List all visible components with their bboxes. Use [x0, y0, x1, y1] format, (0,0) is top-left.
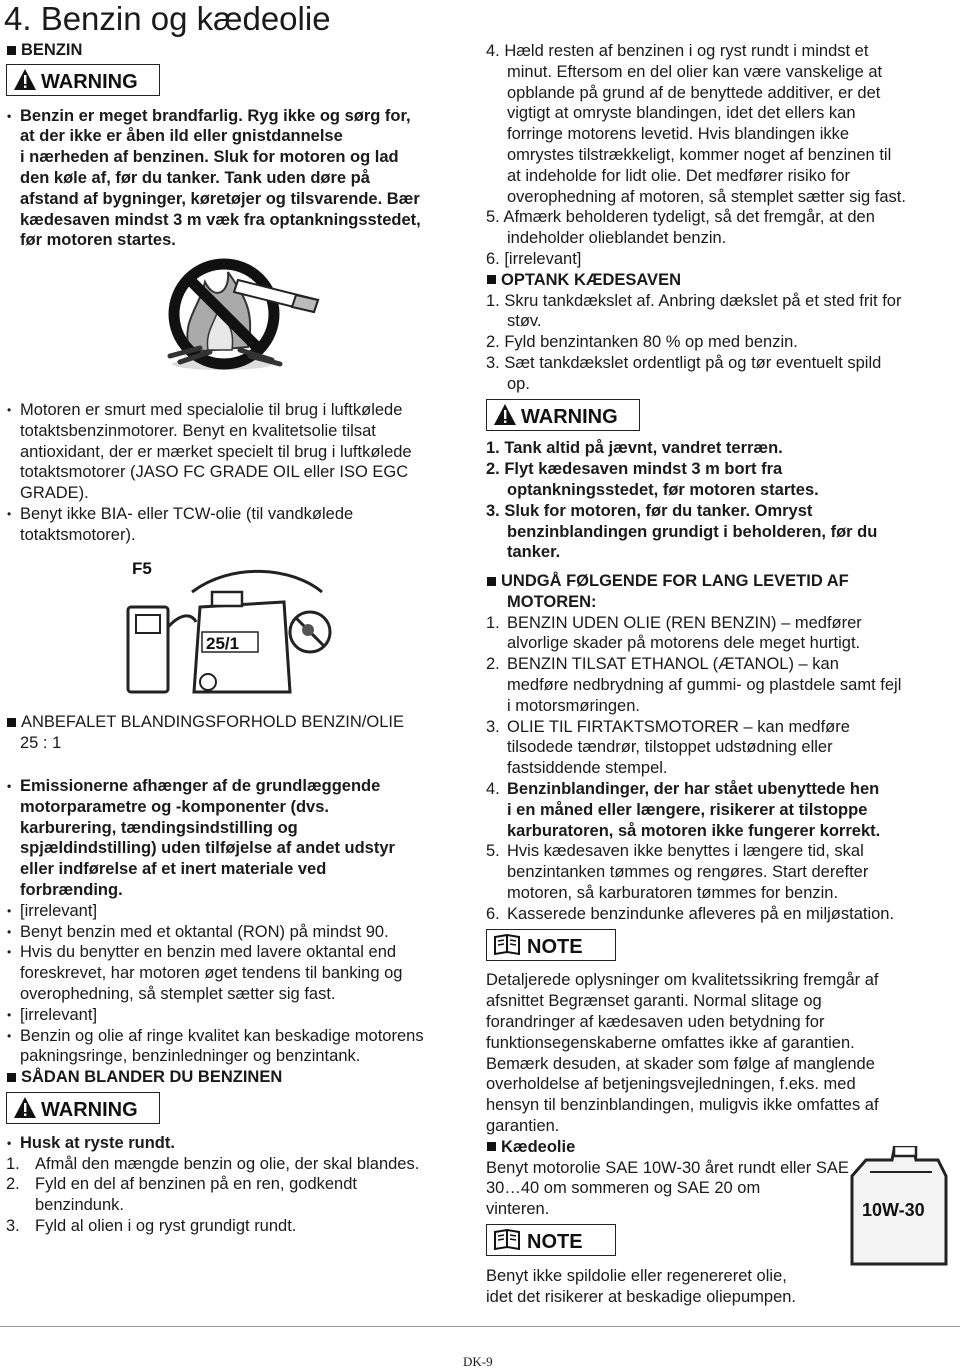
avoid-item: [486, 841, 954, 903]
text-line: foreskrevet, har motoren øget tendens til banking og: [20, 964, 403, 983]
footer-divider: [0, 1326, 960, 1327]
text-line: funktionsegenskaberne omfattes ikke af garantien.: [486, 1033, 855, 1052]
text-line: BENZIN UDEN OLIE (REN BENZIN) – medfører: [507, 613, 862, 632]
text-line: 5. Afmærk beholderen tydeligt, så det fremgår, at den: [486, 208, 875, 227]
mix-step: [6, 1154, 468, 1175]
text-line: op.: [507, 374, 530, 393]
oil-bullet: [6, 504, 468, 546]
book-note-icon: [493, 1227, 609, 1253]
note-badge: [486, 1224, 616, 1256]
item-number: 1.: [486, 613, 500, 632]
text-line: Motoren er smurt med specialolie til brug i luftkølede: [20, 401, 403, 419]
text-line: UNDGÅ FØLGENDE FOR LANG LEVETID AF: [501, 572, 849, 590]
fuel-can-illustration: [122, 552, 367, 702]
bullet-icon: •: [7, 1007, 12, 1022]
mix-step-6: 6. [irrelevant]: [486, 249, 582, 268]
text-line: 4. Hæld resten af benzinen i og ryst rundt i mindst et: [486, 42, 869, 60]
text-line: at indeholde for lidt olie. Det medfører risiko for: [507, 166, 850, 185]
step-number: 2.: [6, 1175, 20, 1194]
refuel-step: 2. Fyld benzintanken 80 % op med benzin.: [486, 333, 798, 352]
text-line: 30…40 om sommeren og SAE 20 om: [486, 1179, 761, 1198]
shake-bullet: [6, 1133, 468, 1154]
text-line: overophedning, så stemplet sætter sig fast.: [20, 984, 336, 1003]
left-column: [6, 40, 468, 251]
note-label: NOTE: [527, 1230, 583, 1253]
text-line: pakningsringe, benzinledninger og benzintank.: [20, 1047, 361, 1066]
text-line: forbrænding.: [20, 880, 123, 899]
bullet-icon: •: [7, 108, 12, 123]
warning-label: WARNING: [41, 70, 138, 93]
avoid-item: [486, 654, 954, 716]
text-line: karburering, tændingsindstilling og: [20, 818, 298, 837]
irrelevant-bullet: [6, 901, 468, 922]
text-line: Hvis du benytter en benzin med lavere oktantal end: [20, 943, 397, 962]
text-line: 2. Flyt kædesaven mindst 3 m bort fra: [486, 460, 783, 479]
text-line: Benyt motorolie SAE 10W-30 året rundt eller SAE: [486, 1158, 849, 1177]
avoid-heading: [486, 571, 954, 613]
text-line: kædesaven mindst 3 m væk fra optankningsstedet,: [20, 210, 421, 229]
text-line: før motoren startes.: [20, 231, 176, 250]
text-line: forringe motorens levetid. Hvis blandingen ikke: [507, 125, 850, 144]
note-label: NOTE: [527, 935, 583, 958]
text-line: Emissionerne afhænger af de grundlæggende: [20, 777, 381, 795]
page-title: 4. Benzin og kædeolie: [4, 0, 331, 37]
avoid-item: [486, 613, 954, 655]
text-line: eller indførelse af et inert materiale ved: [20, 860, 327, 879]
mix-step-5: [486, 207, 954, 249]
text-line: i motorsmøringen.: [507, 696, 640, 715]
warning-triangle-icon: [13, 1095, 153, 1121]
text-line: vigtigt at omryste blandingen, idet det ellers kan: [507, 104, 856, 123]
warranty-note: [486, 970, 954, 1136]
text-line: antioxidant, der er mærket specielt til brug i luftkølede: [20, 442, 412, 461]
text-line: Husk at ryste rundt.: [20, 1133, 175, 1152]
mix-heading: SÅDAN BLANDER DU BENZINEN: [6, 1067, 468, 1088]
text-line: støv.: [507, 312, 542, 331]
text-line: den køle af, før du tanker. Tank uden døre på: [20, 168, 370, 187]
square-bullet-icon: [487, 275, 496, 284]
text-line: totaktsmotorer).: [20, 525, 136, 544]
text-line: afsnittet Begrænset garanti. Normal slitage og: [486, 992, 822, 1011]
can-mix-label: 25/1: [206, 634, 240, 653]
book-note-icon: [493, 932, 609, 958]
bullet-icon: •: [7, 945, 12, 960]
text-line: i nærheden af benzinen. Sluk for motoren og lad: [20, 148, 399, 167]
oil-section: [6, 400, 468, 546]
avoid-item: [486, 779, 954, 841]
bullet-icon: •: [7, 1028, 12, 1043]
oil-can-label: 10W-30: [862, 1200, 925, 1220]
text-line: idet det risikerer at beskadige oliepumpen.: [486, 1287, 797, 1306]
item-number: 5.: [486, 842, 500, 861]
note-badge: [486, 929, 616, 961]
text-line: Kasserede benzindunke afleveres på en miljøstation.: [507, 904, 895, 923]
ratio-heading: ANBEFALET BLANDINGSFORHOLD BENZIN/OLIE: [6, 712, 468, 733]
bullet-icon: •: [7, 779, 12, 793]
item-number: 4.: [486, 779, 500, 798]
square-bullet-icon: [7, 46, 16, 55]
square-bullet-icon: [487, 577, 496, 586]
text-line: totaktsbenzinmotorer. Benyt en kvalitetsolie tilsat: [20, 421, 376, 440]
text-line: Benzin og olie af ringe kvalitet kan beskadige motorens: [20, 1026, 424, 1045]
text-line: benzinblandingen grundigt i beholderen, før du: [507, 522, 878, 541]
warning-badge: [6, 64, 160, 96]
text-line: Fyld al olien i og ryst grundigt rundt.: [35, 1216, 297, 1235]
text-line: Benyt ikke spildolie eller regenereret olie,: [486, 1266, 787, 1285]
text-line: karburatoren, så motoren ikke fungerer korrekt.: [507, 821, 881, 840]
bullet-icon: •: [7, 1135, 12, 1150]
text-line: totaktsmotorer (JASO FC GRADE OIL eller ISO EGC: [20, 463, 409, 482]
text-line: hensyn til benzinblandingen, muligvis ikke omfattes af: [486, 1096, 879, 1115]
text-line: benzindunk.: [35, 1196, 124, 1215]
square-bullet-icon: [487, 1142, 496, 1151]
text-line: 3. Sæt tankdækslet ordentligt på og tør eventuelt spild: [486, 353, 882, 372]
text-line: [irrelevant]: [20, 1005, 98, 1024]
emission-bullet: [6, 776, 468, 901]
page-number: DK-9: [463, 1354, 493, 1369]
text-line: indeholder olieblandet benzin.: [507, 229, 727, 248]
text-line: GRADE).: [20, 484, 89, 503]
text-line: forandringer af kædesaven uden betydning for: [486, 1012, 825, 1031]
bullet-icon: •: [7, 924, 12, 939]
text-line: alvorlige skader på motorens dele meget hurtigt.: [507, 634, 861, 653]
item-number: 6.: [486, 904, 500, 923]
step-number: 1.: [6, 1154, 20, 1173]
warning-badge: [486, 399, 640, 431]
text-line: Benyt ikke BIA- eller TCW-olie (til vandkølede: [20, 504, 354, 523]
chain-oil-heading: Kædeolie: [486, 1137, 954, 1158]
item-number: 2.: [486, 655, 500, 674]
text-line: Benzinblandinger, der har stået ubenyttede hen: [507, 779, 880, 798]
text-line: minut. Eftersom en del olier kan være vanskelige at: [507, 62, 883, 81]
bullet-icon: •: [7, 903, 12, 918]
square-bullet-icon: [7, 718, 16, 727]
avoid-item: [486, 717, 954, 779]
text-line: optankningsstedet, før motoren startes.: [507, 480, 819, 499]
text-line: [irrelevant]: [20, 901, 98, 920]
text-line: tanker.: [507, 543, 561, 562]
oil-bullet: [6, 400, 468, 504]
lower-octane-bullet: [6, 942, 468, 1004]
figure-label: F5: [132, 559, 152, 578]
mix-step-4: [486, 41, 954, 207]
text-line: Afmål den mængde benzin og olie, der skal blandes.: [35, 1154, 420, 1173]
text-line: fastsiddende stempel.: [507, 759, 668, 778]
text-line: benzintanken tømmes og rengøres. Start derefter: [507, 863, 869, 882]
text-line: Detaljerede oplysninger om kvalitetssikring fremgår af: [486, 971, 879, 990]
avoid-item: [486, 904, 954, 925]
square-bullet-icon: [7, 1073, 16, 1082]
right-column: [486, 41, 954, 563]
text-line: tilsodede tændrør, tilstoppet udstødning eller: [507, 738, 833, 757]
warning-badge: [6, 1092, 160, 1124]
emission-section: [6, 776, 468, 1237]
text-line: overophedning af motoren, så stemplet sætter sig fast.: [507, 187, 906, 206]
refuel-heading: OPTANK KÆDESAVEN: [486, 270, 954, 291]
mix-step: [6, 1174, 468, 1216]
text-line: afstand af bygninger, køretøjer og tilsvarende. Bær: [20, 189, 420, 208]
text-line: overholdelse af betjeningsvejledningen, f.eks. med: [486, 1075, 856, 1094]
text-line: medføre nedbrydning af gummi- og plastdele samt fejl: [507, 675, 902, 694]
warning-triangle-icon: [493, 402, 633, 428]
text-line: MOTOREN:: [507, 592, 597, 611]
warning-triangle-icon: [13, 67, 153, 93]
refuel-warning: [486, 438, 954, 563]
refuel-step: [486, 353, 954, 395]
text-line: omrystes tilstrækkeligt, kommer noget af benzinen til: [507, 145, 892, 164]
text-line: i en måned eller længere, risikerer at tilstoppe: [507, 800, 868, 819]
text-line: garantien.: [486, 1116, 560, 1135]
bullet-icon: •: [7, 403, 12, 417]
step-number: 3.: [6, 1216, 20, 1235]
text-line: spjældindstilling) uden tilføjelse af andet udstyr: [20, 839, 395, 858]
text-line: BENZIN TILSAT ETHANOL (ÆTANOL) – kan: [507, 655, 839, 674]
text-line: opblande på grund af de benyttede additiver, er det: [507, 83, 881, 102]
text-line: Benzin er meget brandfarlig. Ryg ikke og sørg for,: [20, 106, 411, 125]
text-line: Fyld en del af benzinen på en ren, godkendt: [35, 1175, 357, 1194]
text-line: Hvis kædesaven ikke benyttes i længere tid, skal: [507, 842, 864, 861]
ratio-value: 25 : 1: [20, 733, 62, 752]
refuel-step: [486, 291, 954, 333]
text-line: at der ikke er åben ild eller gnistdannelse: [20, 127, 343, 146]
text-line: 3. Sluk for motoren, før du tanker. Omryst: [486, 501, 813, 520]
mix-step: [6, 1216, 468, 1237]
ratio-section: [6, 712, 468, 754]
oil-can-illustration: [842, 1146, 954, 1272]
bullet-icon: •: [7, 506, 12, 521]
text-line: 1. Skru tankdækslet af. Anbring dækslet på et sted frit for: [486, 291, 902, 310]
octane-bullet: [6, 922, 468, 943]
text-line: motorparametre og -komponenter (dvs.: [20, 797, 329, 816]
text-line: motoren, så karburatoren tømmes for benzin.: [507, 883, 839, 902]
no-smoking-fire-illustration: [160, 252, 330, 374]
text-line: vinteren.: [486, 1200, 550, 1219]
benzin-heading: BENZIN: [6, 40, 468, 61]
text-line: 1. Tank altid på jævnt, vandret terræn.: [486, 439, 783, 458]
text-line: OLIE TIL FIRTAKTSMOTORER – kan medføre: [507, 717, 850, 736]
item-number: 3.: [486, 717, 500, 736]
warning-label: WARNING: [521, 405, 618, 428]
text-line: Bemærk desuden, at skader som følge af manglende: [486, 1054, 875, 1073]
fuel-warning: [6, 106, 468, 252]
poor-quality-bullet: [6, 1026, 468, 1068]
irrelevant-bullet: [6, 1005, 468, 1026]
text-line: Benyt benzin med et oktantal (RON) på mindst 90.: [20, 922, 389, 941]
warning-label: WARNING: [41, 1098, 138, 1121]
